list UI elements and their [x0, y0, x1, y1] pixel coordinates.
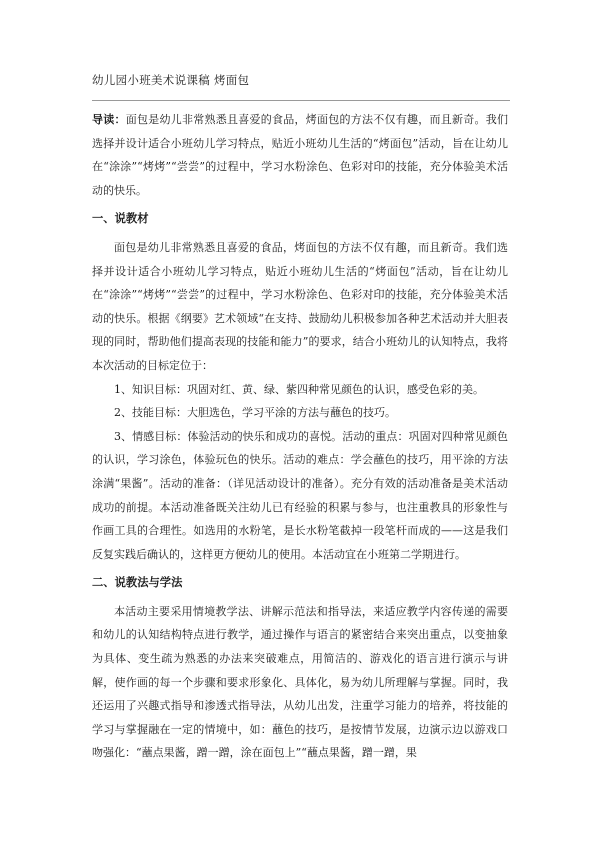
section-heading-teaching-methods: 二、说教法与学法 [92, 575, 183, 590]
title-divider [92, 100, 510, 101]
document-body [92, 108, 508, 765]
section-1-goal-knowledge: 1、知识目标：巩固对红、黄、绿、紫四种常见颜色的认识，感受色彩的美。 [114, 382, 484, 396]
section-1-goal-skill: 2、技能目标：大胆选色，学习平涂的方法与蘸色的技巧。 [114, 406, 396, 420]
section-2-paragraph-1: 本活动主要采用情境教学法、讲解示范法和指导法，来适应教学内容传递的需要和幼儿的认知结构特点进行教学，通过操作与语言的紧密结合来突出重点，以变抽象为具体、变生疏为熟悉的办法来突破难点，用简洁的、游戏化的语言进行演示与讲解，使作画的每一个步骤和要求形象化、具体化，易为幼儿所理解与掌握。同时，我还运用了兴趣式指导和渗透式指导法，从幼儿出发，注重学习能力的培养，将技能的学习与掌握融在一定的情境中，如：蘸色的技巧，是按情节发展，边演示边以游戏口吻强化：“蘸点果酱，蹭一蹭，涂在面包上”“蘸点果酱，蹭一蹭，果 [92, 604, 508, 760]
document-title: 幼儿园小班美术说课稿 烤面包 [92, 73, 250, 87]
section-1-goal-emotion: 3、情感目标：体验活动的快乐和成功的喜悦。活动的重点：巩固对四种常见颜色的认识，学习涂色，体验玩色的快乐。活动的难点：学会蘸色的技巧，用平涂的方法涂满“果酱”。活动的准备：（详见活动设计的准备）。充分有效的活动准备是美术活动成功的前提。本活动准备既关注幼儿已有经验的积累与参与，也注重教具的形象性与作画工具的合理性。如选用的水粉笔，是长水粉笔截掉一段笔杆而成的——这是我们反复实践后确认的，这样更方便幼儿的使用。本活动宜在小班第二学期进行。 [92, 429, 508, 561]
section-1-paragraph-1: 面包是幼儿非常熟悉且喜爱的食品，烤面包的方法不仅有趣，而且新奇。我们选择并设计适合小班幼儿学习特点，贴近小班幼儿生活的“烤面包”活动，旨在让幼儿在“涂涂”“烤烤”“尝尝”的过程中，学习水粉涂色、色彩对印的技能，充分体验美术活动的快乐。根据《纲要》艺术领域“在支持、鼓励幼儿积极参加各种艺术活动并大胆表现的同时，帮助他们提高表现的技能和能力”的要求，结合小班幼儿的认知特点，我将本次活动的目标定位于： [92, 240, 508, 372]
intro-text: 面包是幼儿非常熟悉且喜爱的食品，烤面包的方法不仅有趣，而且新奇。我们选择并设计适合小班幼儿学习特点，贴近小班幼儿生活的“烤面包”活动，旨在让幼儿在“涂涂”“烤烤”“尝尝”的过程中，学习水粉涂色、色彩对印的技能，充分体验美术活动的快乐。 [92, 113, 508, 197]
intro-label: 导读： [92, 113, 126, 126]
intro-paragraph [92, 108, 508, 202]
section-heading-teaching-material: 一、说教材 [92, 211, 149, 226]
